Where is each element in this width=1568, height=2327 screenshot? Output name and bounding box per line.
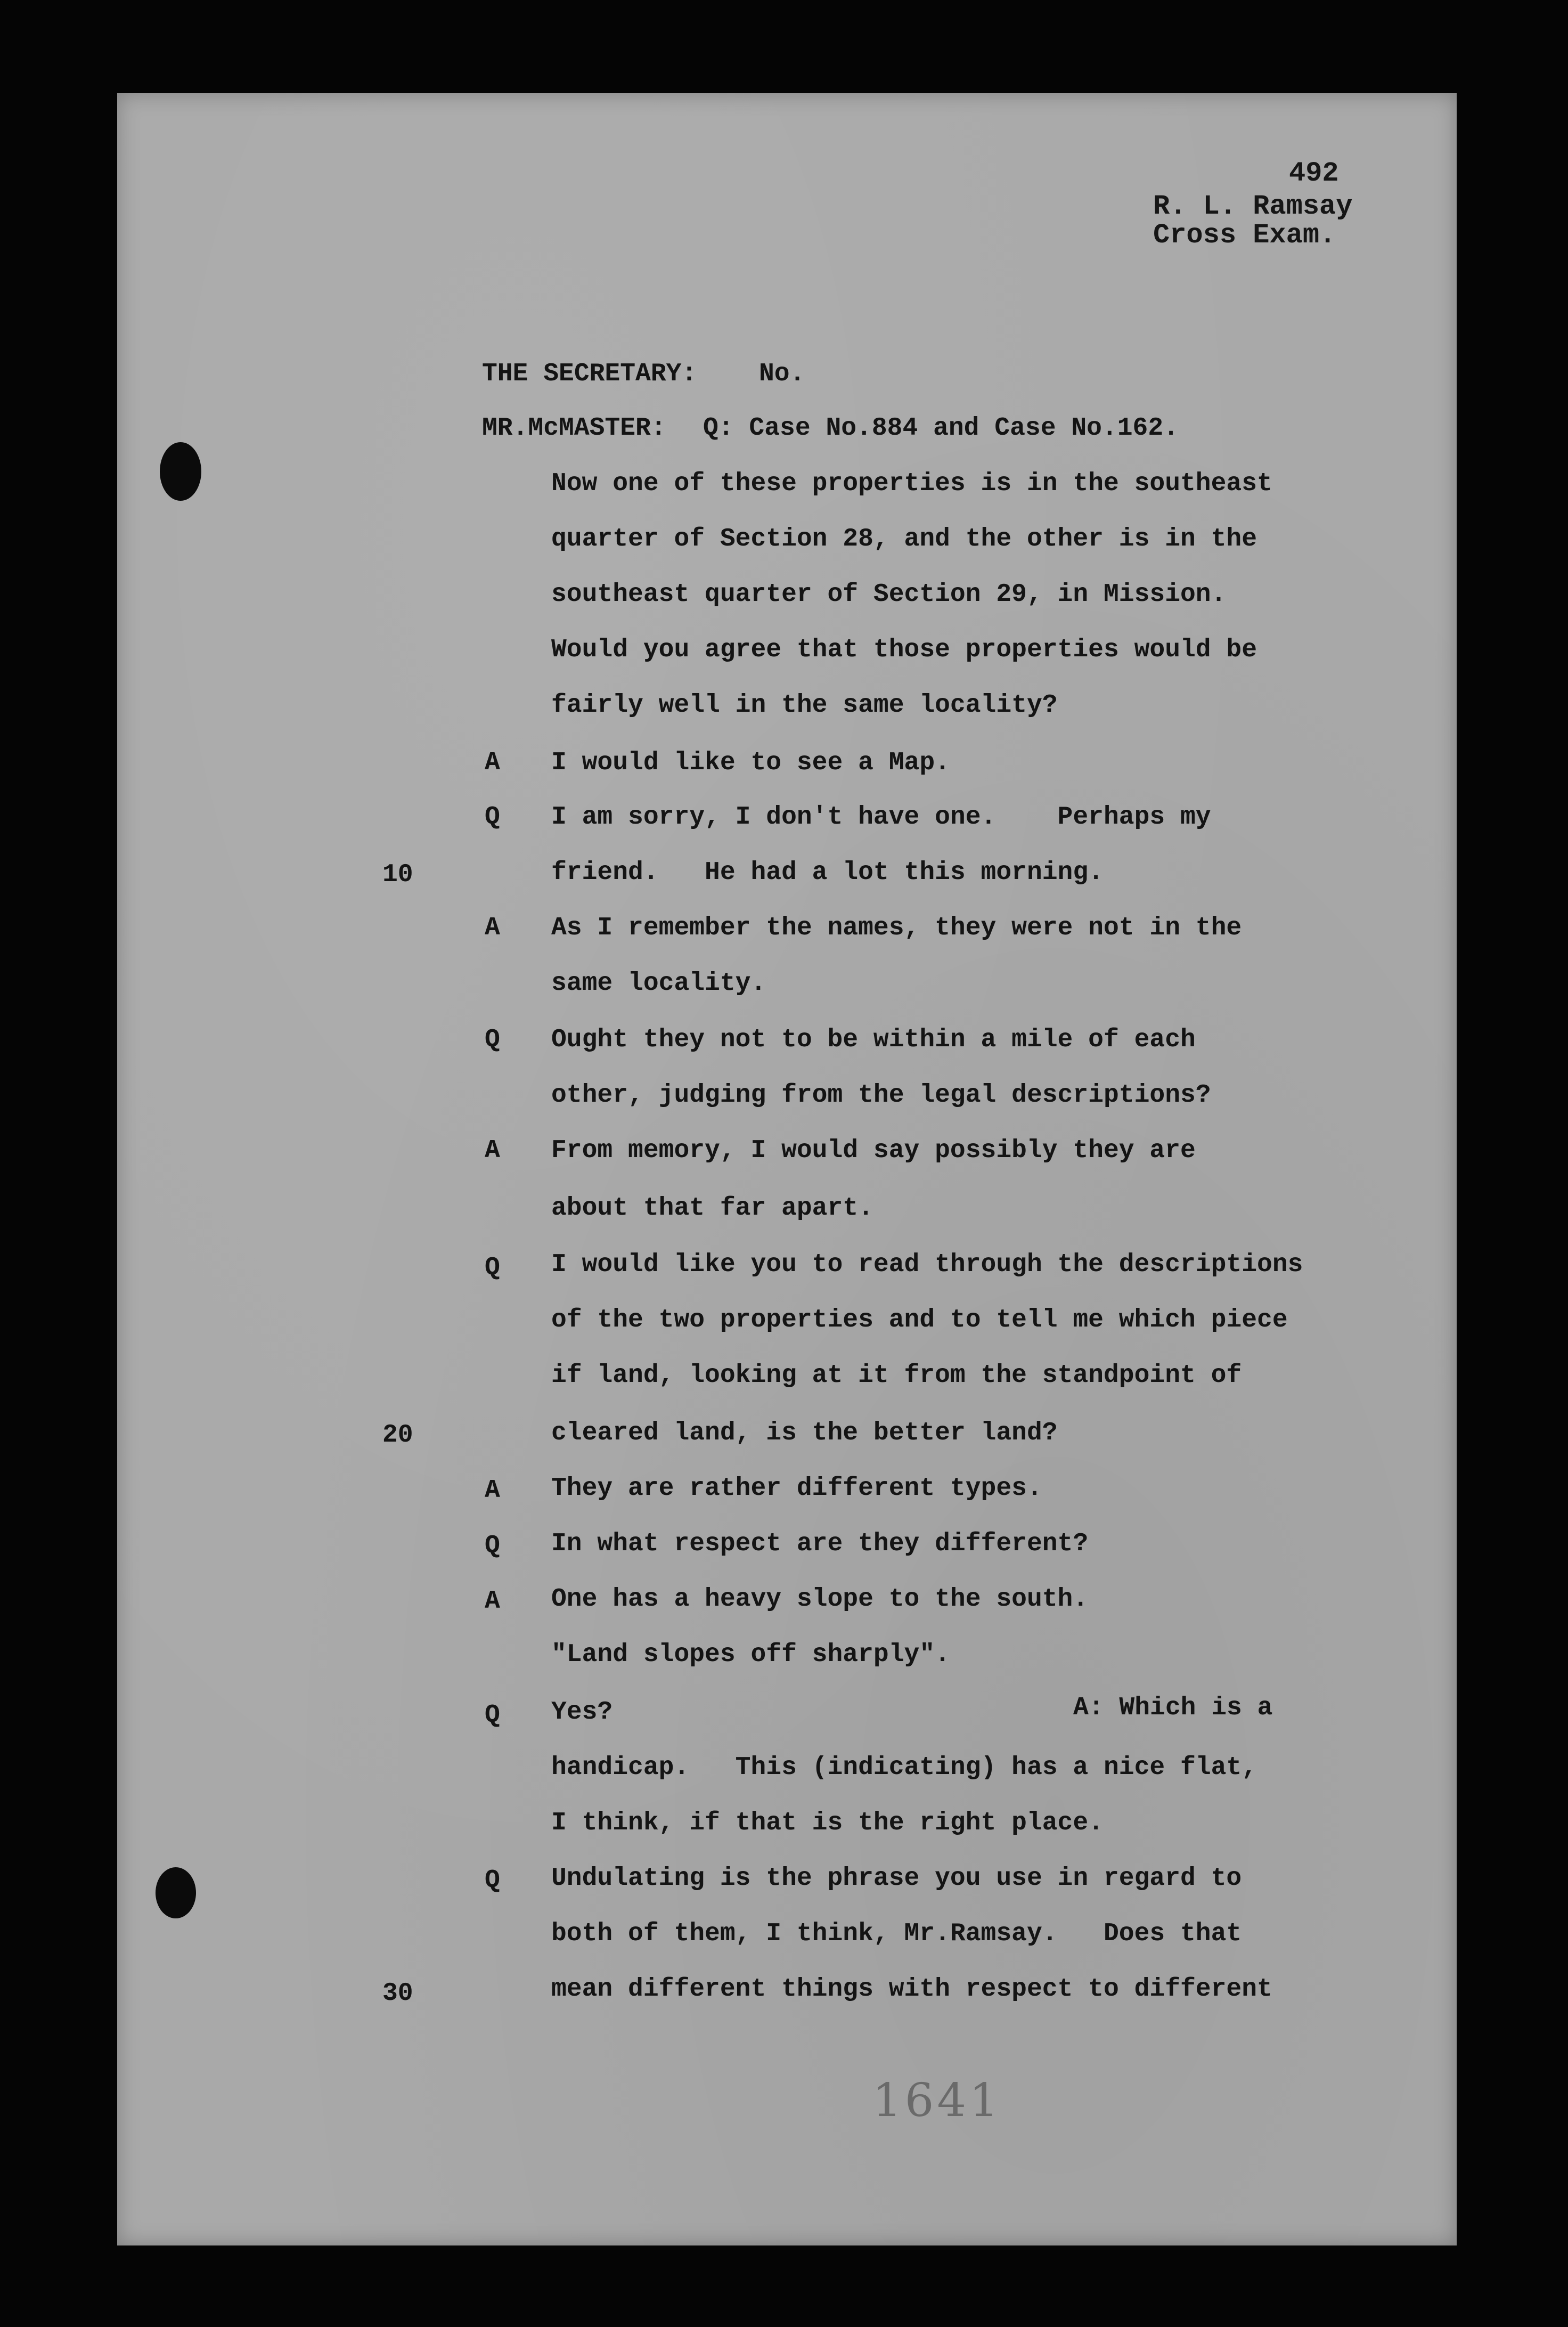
transcript-line: fairly well in the same locality? [551,691,1058,720]
transcript-line: cleared land, is the better land? [551,1419,1058,1447]
transcript-line: other, judging from the legal descriptions? [551,1081,1211,1110]
line-number: 20 [382,1421,413,1450]
transcript-line: quarter of Section 28, and the other is in the [551,525,1257,554]
transcript-line: One has a heavy slope to the south. [551,1585,1089,1614]
transcript-line: friend. He had a lot this morning. [551,858,1104,887]
transcript-line: about that far apart. [551,1194,873,1223]
transcript-line: Undulating is the phrase you use in regard to [551,1864,1242,1893]
question-label: Q [485,1026,500,1054]
transcript-line: "Land slopes off sharply". [551,1640,950,1669]
answer-label: A [485,1136,500,1165]
transcript-line: handicap. This (indicating) has a nice flat, [551,1753,1257,1782]
answer-label: A [485,914,500,942]
speaker-mcmaster: MR.McMASTER: [482,414,666,443]
transcript-line: same locality. [551,969,766,998]
transcript-line: Ought they not to be within a mile of each [551,1026,1196,1054]
transcript-line: if land, looking at it from the standpoint of [551,1361,1242,1390]
transcript-line: southeast quarter of Section 29, in Mission. [551,580,1227,609]
folio-stamp: 1641 [872,2074,1002,2127]
answer-label: A [485,1476,500,1505]
punch-hole-lower [156,1867,196,1918]
question-label: Q [485,803,500,832]
transcript-line: Q: Case No.884 and Case No.162. [703,414,1179,443]
transcript-line: No. [759,360,805,388]
transcript-line: In what respect are they different? [551,1529,1089,1558]
transcript-line: both of them, I think, Mr.Ramsay. Does that [551,1919,1242,1948]
exam-type: Cross Exam. [1153,219,1336,251]
question-label: Q [485,1701,500,1730]
transcript-line: Would you agree that those properties would be [551,636,1257,664]
transcript-line: I would like to see a Map. [551,748,950,777]
transcript-line: I am sorry, I don't have one. Perhaps my [551,803,1211,832]
transcript-line: Yes? [551,1698,613,1727]
transcript-line: mean different things with respect to different [551,1975,1272,2004]
line-number: 30 [382,1979,413,2008]
transcript-line: I think, if that is the right place. [551,1809,1104,1837]
transcript-line: They are rather different types. [551,1474,1042,1503]
speaker-secretary: THE SECRETARY: [482,360,697,388]
question-label: Q [485,1866,500,1895]
witness-name: R. L. Ramsay [1153,191,1353,222]
question-label: Q [485,1254,500,1282]
transcript-answer-inline: A: Which is a [1073,1694,1273,1722]
punch-hole-upper [160,442,201,501]
page-number: 492 [1289,158,1339,189]
answer-label: A [485,748,500,777]
question-label: Q [485,1532,500,1560]
line-number: 10 [382,860,413,889]
transcript-line: of the two properties and to tell me which piece [551,1306,1288,1335]
transcript-line: As I remember the names, they were not in the [551,914,1242,942]
transcript-line: From memory, I would say possibly they are [551,1136,1196,1165]
transcript-line: Now one of these properties is in the southeast [551,469,1272,498]
transcript-line: I would like you to read through the descriptions [551,1250,1303,1279]
answer-label: A [485,1587,500,1616]
